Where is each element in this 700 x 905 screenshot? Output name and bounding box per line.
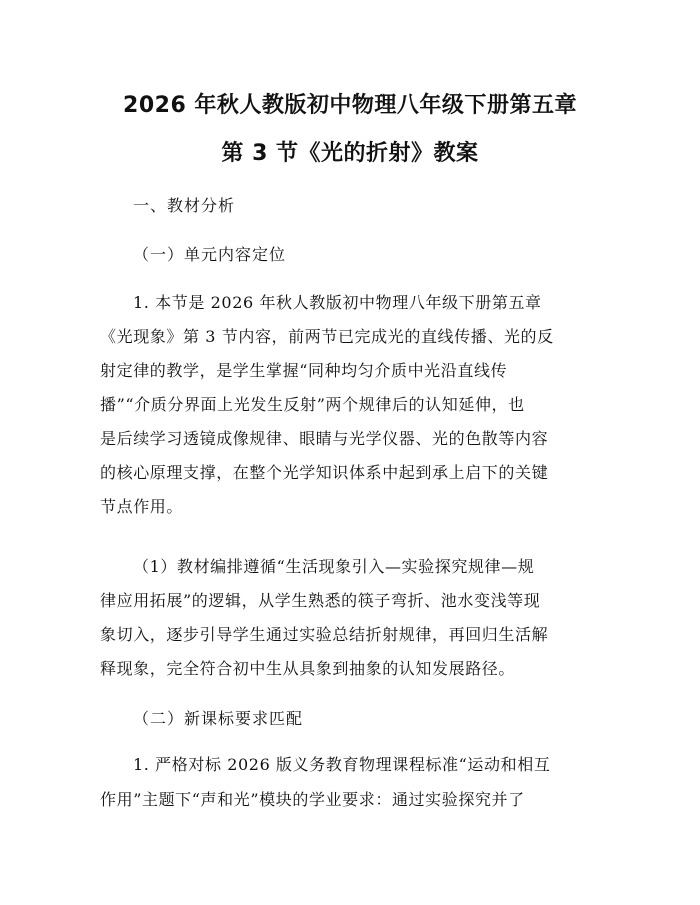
paragraph-1-line: 播”“介质分界面上光发生反射”两个规律后的认知延伸，也 bbox=[100, 395, 525, 414]
subsection-heading-curriculum-standards: （二）新课标要求匹配 bbox=[133, 709, 304, 728]
paragraph-3-line: 作用”主题下“声和光”模块的学业要求：通过实验探究并了 bbox=[100, 790, 525, 809]
section-heading-materials-analysis: 一、教材分析 bbox=[133, 196, 236, 215]
paragraph-2-line: 释现象，完全符合初中生从具象到抽象的认知发展路径。 bbox=[100, 659, 516, 678]
paragraph-1-line: 节点作用。 bbox=[100, 497, 184, 516]
paragraph-1-line: 《光现象》第 3 节内容，前两节已完成光的直线传播、光的反 bbox=[100, 327, 554, 346]
paragraph-1-line: 是后续学习透镜成像规律、眼睛与光学仪器、光的色散等内容 bbox=[100, 429, 549, 448]
paragraph-2-line: 象切入，逐步引导学生通过实验总结折射规律，再回归生活解 bbox=[100, 625, 549, 644]
paragraph-2-line: （1）教材编排遵循“生活现象引入—实验探究规律—规 bbox=[133, 557, 535, 576]
paragraph-2-line: 律应用拓展”的逻辑，从学生熟悉的筷子弯折、池水变浅等现 bbox=[100, 591, 541, 610]
subsection-heading-unit-positioning: （一）单元内容定位 bbox=[133, 245, 287, 264]
paragraph-1-line: 射定律的教学，是学生掌握“同种均匀介质中光沿直线传 bbox=[100, 361, 508, 380]
document-title-line-1: 2026 年秋人教版初中物理八年级下册第五章 bbox=[123, 93, 577, 118]
paragraph-3-line: 1. 严格对标 2026 版义务教育物理课程标准“运动和相互 bbox=[133, 755, 551, 774]
document-title-line-2: 第 3 节《光的折射》教案 bbox=[221, 141, 479, 166]
paragraph-1-line: 1. 本节是 2026 年秋人教版初中物理八年级下册第五章 bbox=[133, 293, 542, 312]
paragraph-1-line: 的核心原理支撑，在整个光学知识体系中起到承上启下的关键 bbox=[100, 463, 549, 482]
